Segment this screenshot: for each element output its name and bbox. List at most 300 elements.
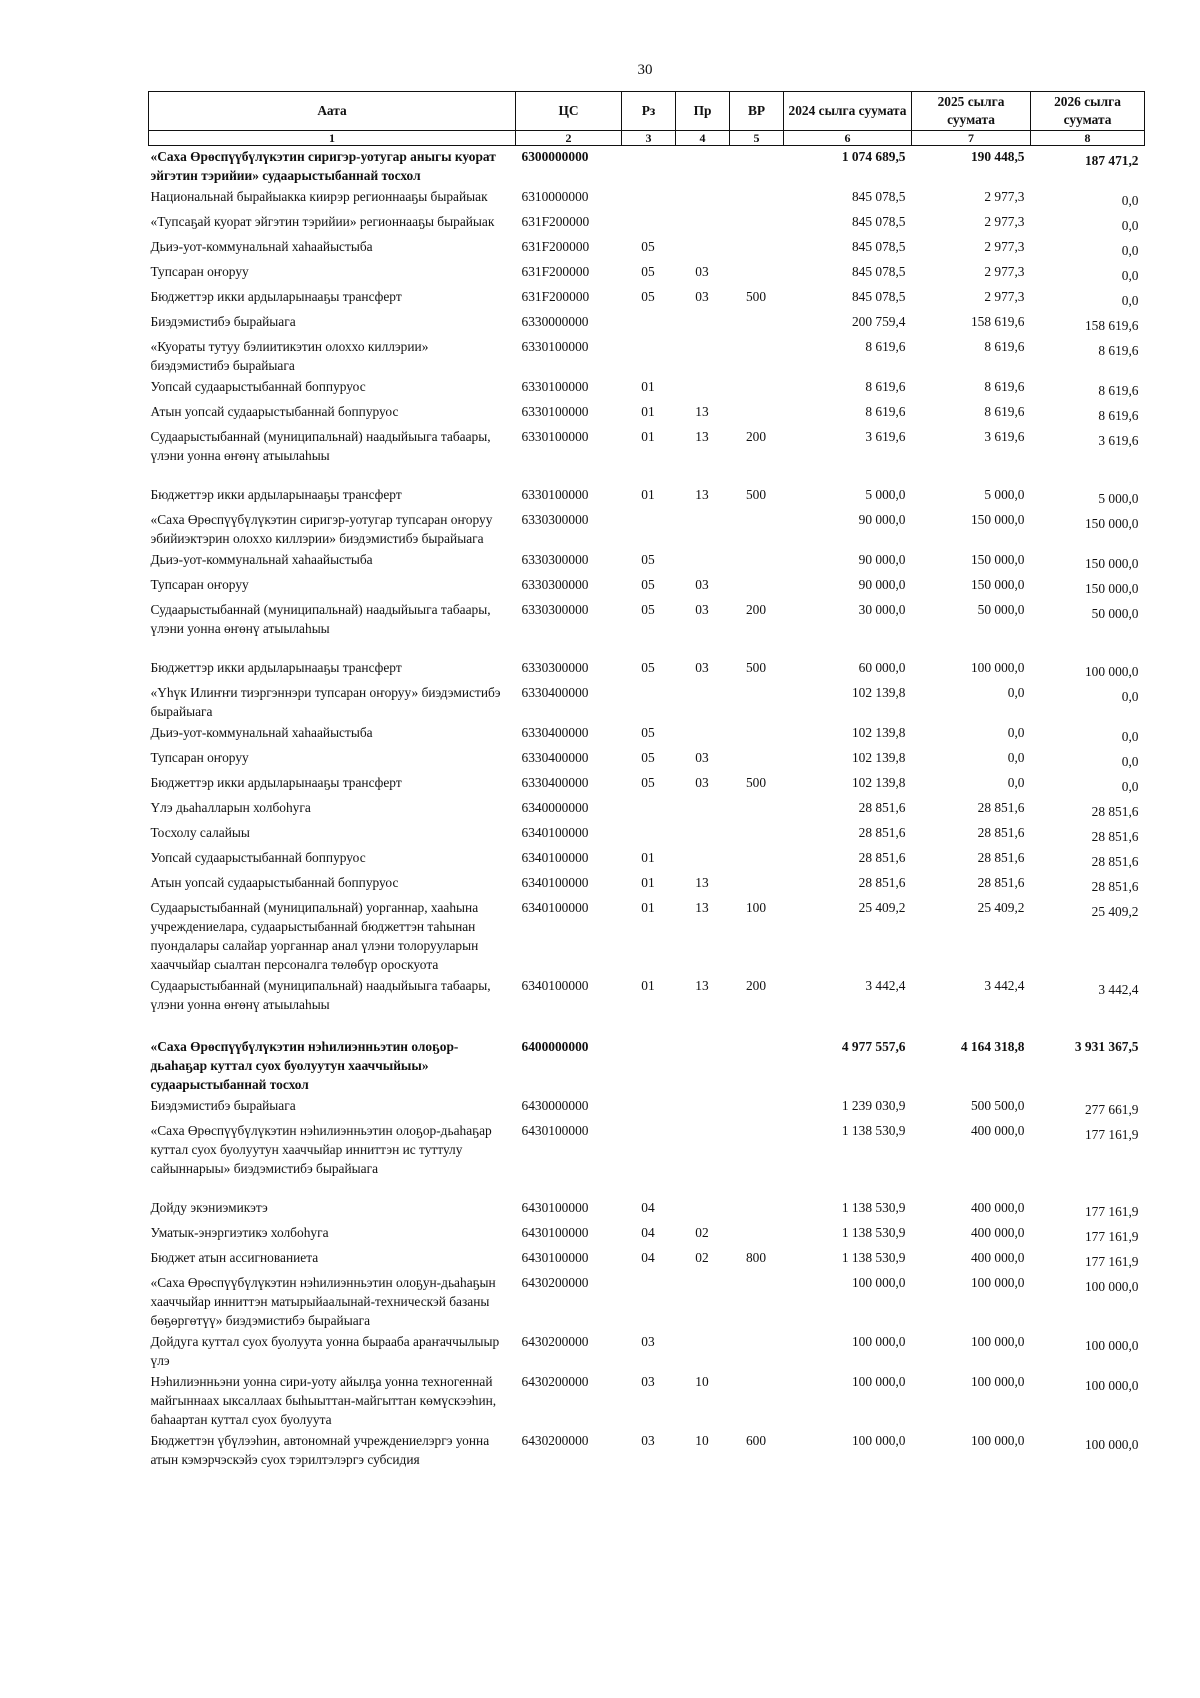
row-amount-2025: 8 619,6 (984, 404, 1025, 419)
row-amount-2024: 100 000,0 (851, 1374, 906, 1389)
row-cs-code: 6310000000 (521, 189, 589, 204)
row-amount-2024: 1 138 530,9 (841, 1225, 906, 1240)
row-rz-code: 05 (641, 577, 655, 592)
row-name: Уопсай судаарыстыбаннай боппуруос (150, 379, 366, 394)
row-vr-code (730, 872, 784, 897)
row-amount-2026: 28 851,6 (1091, 879, 1139, 894)
row-name: Судаарыстыбаннай (муниципальнай) наадыйыыга табаары, үлэни уонна өҥөнү атыылаһыы (150, 429, 491, 463)
row-cs-code: 6330100000 (521, 404, 589, 419)
row-amount-2026: 28 851,6 (1091, 829, 1139, 844)
row-amount-2026: 0,0 (1121, 293, 1139, 308)
row-amount-2025: 158 619,6 (970, 314, 1025, 329)
row-cs-code: 6330300000 (521, 660, 589, 675)
row-rz-code (622, 186, 676, 211)
row-rz-code (622, 1120, 676, 1197)
table-body (149, 146, 1145, 1471)
row-rz-code: 01 (641, 875, 655, 890)
row-pr-code (676, 822, 730, 847)
row-name: Атын уопсай судаарыстыбаннай боппуруос (150, 875, 399, 890)
table-row (149, 376, 1145, 401)
row-pr-code (676, 1015, 730, 1095)
table-row (149, 236, 1145, 261)
column-number: 3 (622, 131, 676, 146)
row-pr-code (676, 549, 730, 574)
row-name: Судаарыстыбаннай (муниципальнай) наадыйыыга табаары, үлэни уонна өҥөнү атыылаһыы (150, 602, 491, 636)
row-pr-code: 02 (695, 1250, 709, 1265)
row-rz-code: 05 (641, 239, 655, 254)
row-amount-2024: 90 000,0 (858, 512, 906, 527)
row-pr-code: 02 (695, 1225, 709, 1240)
row-rz-code: 01 (641, 900, 655, 915)
row-vr-code (730, 186, 784, 211)
row-amount-2025: 0,0 (1007, 685, 1025, 700)
row-amount-2024: 845 078,5 (851, 289, 906, 304)
row-amount-2026: 0,0 (1121, 243, 1139, 258)
row-amount-2026: 100 000,0 (1084, 664, 1139, 679)
row-rz-code: 05 (641, 660, 655, 675)
row-amount-2024: 28 851,6 (858, 875, 906, 890)
row-cs-code: 6330100000 (521, 339, 589, 354)
column-number: 5 (730, 131, 784, 146)
row-cs-code: 6430100000 (521, 1123, 589, 1138)
row-vr-code (730, 336, 784, 376)
row-rz-code: 01 (641, 850, 655, 865)
row-pr-code: 03 (695, 775, 709, 790)
row-cs-code: 6430100000 (521, 1200, 589, 1215)
row-name: Тупсаран оҥоруу (150, 264, 249, 279)
row-vr-code (730, 722, 784, 747)
row-pr-code (676, 1120, 730, 1197)
row-name: Бюджеттэр икки ардыларынааҕы трансферт (150, 487, 402, 502)
table-row (149, 1197, 1145, 1222)
row-vr-code (730, 1272, 784, 1331)
row-amount-2024: 100 000,0 (851, 1334, 906, 1349)
row-vr-code (730, 509, 784, 549)
row-amount-2025: 25 409,2 (977, 900, 1025, 915)
table-row (149, 847, 1145, 872)
column-number: 1 (149, 131, 516, 146)
column-number: 7 (912, 131, 1031, 146)
table-row (149, 747, 1145, 772)
row-amount-2024: 8 619,6 (865, 379, 906, 394)
row-pr-code: 03 (695, 660, 709, 675)
row-name: Дьиэ-уот-коммунальнай хаһаайыстыба (150, 725, 373, 740)
row-pr-code: 10 (695, 1374, 709, 1389)
row-amount-2024: 90 000,0 (858, 552, 906, 567)
row-name: Дьиэ-уот-коммунальнай хаһаайыстыба (150, 552, 373, 567)
row-name: Бюджет атын ассигнованиета (150, 1250, 319, 1265)
row-pr-code (676, 211, 730, 236)
row-vr-code (730, 146, 784, 187)
row-amount-2026: 8 619,6 (1098, 383, 1139, 398)
row-cs-code: 6430200000 (521, 1334, 589, 1349)
row-cs-code: 6340000000 (521, 800, 589, 815)
row-vr-code: 200 (745, 602, 767, 617)
row-cs-code: 6330300000 (521, 512, 589, 527)
row-cs-code: 6340100000 (521, 875, 589, 890)
row-rz-code: 05 (641, 602, 655, 617)
row-pr-code (676, 509, 730, 549)
table-row (149, 186, 1145, 211)
page-number: 30 (637, 62, 653, 78)
row-amount-2025: 500 500,0 (970, 1098, 1025, 1113)
table-header-row (149, 92, 1145, 131)
row-amount-2026: 50 000,0 (1091, 606, 1139, 621)
row-pr-code (676, 311, 730, 336)
row-rz-code (622, 822, 676, 847)
table-row (149, 1430, 1145, 1470)
row-name: Судаарыстыбаннай (муниципальнай) наадыйыыга табаары, үлэни уонна өҥөнү атыылаһыы (150, 978, 491, 1012)
row-name: Бюджеттэр икки ардыларынааҕы трансферт (150, 289, 402, 304)
row-name: Бюджеттэн үбүлээһин, автономнай учреждениелэргэ уонна атын кэмэрчэскэйэ суох тэрилтэлэргэ субсидия (150, 1433, 490, 1467)
row-rz-code (622, 1095, 676, 1120)
row-amount-2026: 0,0 (1121, 779, 1139, 794)
row-amount-2025: 400 000,0 (970, 1123, 1025, 1138)
row-rz-code: 03 (641, 1334, 655, 1349)
row-amount-2024: 28 851,6 (858, 850, 906, 865)
row-rz-code: 04 (641, 1200, 655, 1215)
row-cs-code: 6330400000 (521, 725, 589, 740)
row-pr-code (676, 797, 730, 822)
row-vr-code (730, 847, 784, 872)
row-amount-2025: 4 164 318,8 (960, 1039, 1025, 1054)
table-row (149, 509, 1145, 549)
row-rz-code: 03 (641, 1374, 655, 1389)
row-amount-2025: 100 000,0 (970, 1433, 1025, 1448)
row-amount-2024: 1 138 530,9 (841, 1123, 906, 1138)
row-amount-2025: 150 000,0 (970, 512, 1025, 527)
header-2024: 2024 сылга суумата (784, 92, 912, 131)
column-number-row (149, 131, 1145, 146)
row-amount-2024: 845 078,5 (851, 264, 906, 279)
row-amount-2025: 50 000,0 (977, 602, 1025, 617)
header-pr: Пр (676, 92, 730, 131)
row-vr-code (730, 1015, 784, 1095)
row-pr-code: 13 (695, 978, 709, 993)
row-rz-code: 03 (641, 1433, 655, 1448)
row-cs-code: 6330400000 (521, 685, 589, 700)
row-amount-2026: 100 000,0 (1084, 1279, 1139, 1294)
row-name: Уматык-энэргиэтикэ холбоһуга (150, 1225, 329, 1240)
row-cs-code: 6330300000 (521, 552, 589, 567)
row-amount-2024: 28 851,6 (858, 800, 906, 815)
row-name: «Саха Өрөспүүбүлүкэтин сиригэр-уотугар тупсаран оҥоруу эбийиэктэрин олоххо киллэрии» биэдэмистибэ бырайыага (150, 512, 493, 546)
row-amount-2024: 100 000,0 (851, 1275, 906, 1290)
header-vr: ВР (730, 92, 784, 131)
row-vr-code (730, 747, 784, 772)
row-amount-2024: 3 442,4 (865, 978, 906, 993)
table-row (149, 722, 1145, 747)
row-amount-2026: 25 409,2 (1091, 904, 1139, 919)
row-name: Атын уопсай судаарыстыбаннай боппуруос (150, 404, 399, 419)
row-amount-2024: 3 619,6 (865, 429, 906, 444)
row-amount-2026: 8 619,6 (1098, 408, 1139, 423)
row-cs-code: 6330400000 (521, 775, 589, 790)
row-rz-code (622, 211, 676, 236)
table-row (149, 1247, 1145, 1272)
row-amount-2026: 100 000,0 (1084, 1437, 1139, 1452)
budget-table (148, 91, 1145, 1470)
row-amount-2026: 28 851,6 (1091, 804, 1139, 819)
row-amount-2024: 100 000,0 (851, 1433, 906, 1448)
row-vr-code (730, 1197, 784, 1222)
table-row (149, 772, 1145, 797)
row-amount-2026: 177 161,9 (1084, 1127, 1139, 1142)
row-rz-code: 01 (641, 429, 655, 444)
row-amount-2024: 60 000,0 (858, 660, 906, 675)
row-pr-code (676, 847, 730, 872)
row-vr-code (730, 376, 784, 401)
row-pr-code (676, 1197, 730, 1222)
row-amount-2025: 150 000,0 (970, 552, 1025, 567)
row-vr-code: 800 (745, 1250, 767, 1265)
table-row (149, 822, 1145, 847)
row-pr-code (676, 1331, 730, 1371)
row-rz-code (622, 311, 676, 336)
row-name: Дойду экэниэмикэтэ (150, 1200, 268, 1215)
row-amount-2024: 90 000,0 (858, 577, 906, 592)
row-rz-code: 01 (641, 978, 655, 993)
row-rz-code (622, 336, 676, 376)
row-pr-code: 13 (695, 404, 709, 419)
row-cs-code: 6330000000 (521, 314, 589, 329)
row-vr-code: 500 (745, 487, 767, 502)
table-row (149, 872, 1145, 897)
row-name: Дьиэ-уот-коммунальнай хаһаайыстыба (150, 239, 373, 254)
header-2026: 2026 сылга суумата (1031, 92, 1145, 131)
row-rz-code: 04 (641, 1225, 655, 1240)
row-cs-code: 6430200000 (521, 1374, 589, 1389)
row-cs-code: 6330300000 (521, 602, 589, 617)
row-amount-2025: 100 000,0 (970, 660, 1025, 675)
row-pr-code: 13 (695, 875, 709, 890)
row-cs-code: 6330400000 (521, 750, 589, 765)
row-amount-2025: 2 977,3 (984, 189, 1025, 204)
row-vr-code (730, 797, 784, 822)
row-name: Үлэ дьаһалларын холбоһуга (150, 800, 311, 815)
row-name: Биэдэмистибэ бырайыага (150, 1098, 296, 1113)
table-row (149, 1222, 1145, 1247)
row-rz-code (622, 146, 676, 187)
row-amount-2025: 28 851,6 (977, 850, 1025, 865)
row-rz-code: 01 (641, 404, 655, 419)
column-number: 8 (1031, 131, 1145, 146)
row-vr-code: 600 (745, 1433, 767, 1448)
row-amount-2026: 3 442,4 (1098, 982, 1139, 997)
row-cs-code: 6340100000 (521, 978, 589, 993)
row-vr-code (730, 236, 784, 261)
row-amount-2026: 0,0 (1121, 689, 1139, 704)
row-rz-code: 01 (641, 487, 655, 502)
row-amount-2024: 102 139,8 (851, 750, 906, 765)
row-rz-code (622, 797, 676, 822)
row-amount-2026: 0,0 (1121, 268, 1139, 283)
row-amount-2025: 150 000,0 (970, 577, 1025, 592)
row-amount-2024: 4 977 557,6 (841, 1039, 906, 1054)
table-row (149, 1095, 1145, 1120)
row-vr-code: 100 (745, 900, 767, 915)
row-vr-code (730, 1095, 784, 1120)
row-amount-2024: 5 000,0 (865, 487, 906, 502)
row-amount-2024: 1 074 689,5 (841, 149, 906, 164)
table-row (149, 897, 1145, 975)
row-pr-code: 03 (695, 289, 709, 304)
table-row (149, 682, 1145, 722)
row-name: Уопсай судаарыстыбаннай боппуруос (150, 850, 366, 865)
row-cs-code: 6430000000 (521, 1098, 589, 1113)
row-vr-code: 500 (745, 775, 767, 790)
row-pr-code: 10 (695, 1433, 709, 1448)
row-pr-code (676, 722, 730, 747)
row-amount-2024: 8 619,6 (865, 404, 906, 419)
column-number: 6 (784, 131, 912, 146)
row-pr-code (676, 682, 730, 722)
row-cs-code: 6430100000 (521, 1250, 589, 1265)
row-amount-2026: 158 619,6 (1084, 318, 1139, 333)
row-rz-code: 05 (641, 725, 655, 740)
row-rz-code: 05 (641, 750, 655, 765)
row-amount-2025: 2 977,3 (984, 214, 1025, 229)
row-amount-2024: 845 078,5 (851, 214, 906, 229)
column-number: 2 (516, 131, 622, 146)
row-amount-2025: 8 619,6 (984, 339, 1025, 354)
row-rz-code (622, 1272, 676, 1331)
row-amount-2025: 100 000,0 (970, 1275, 1025, 1290)
row-cs-code: 631F200000 (521, 289, 590, 304)
row-amount-2026: 100 000,0 (1084, 1378, 1139, 1393)
row-amount-2024: 1 138 530,9 (841, 1200, 906, 1215)
row-name: Биэдэмистибэ бырайыага (150, 314, 296, 329)
row-amount-2025: 0,0 (1007, 750, 1025, 765)
table-row (149, 574, 1145, 599)
row-cs-code: 631F200000 (521, 214, 590, 229)
row-amount-2025: 400 000,0 (970, 1250, 1025, 1265)
row-amount-2025: 8 619,6 (984, 379, 1025, 394)
row-amount-2026: 3 931 367,5 (1074, 1039, 1139, 1054)
row-amount-2026: 177 161,9 (1084, 1229, 1139, 1244)
header-2025: 2025 сылга суумата (912, 92, 1031, 131)
row-amount-2025: 2 977,3 (984, 264, 1025, 279)
row-amount-2026: 277 661,9 (1084, 1102, 1139, 1117)
row-rz-code (622, 682, 676, 722)
row-amount-2024: 845 078,5 (851, 239, 906, 254)
row-amount-2026: 100 000,0 (1084, 1338, 1139, 1353)
row-amount-2026: 150 000,0 (1084, 556, 1139, 571)
row-vr-code (730, 261, 784, 286)
row-amount-2024: 102 139,8 (851, 775, 906, 790)
row-name: Тосхолу салайыы (150, 825, 250, 840)
row-amount-2024: 1 138 530,9 (841, 1250, 906, 1265)
row-amount-2026: 0,0 (1121, 729, 1139, 744)
row-vr-code: 200 (745, 429, 767, 444)
table-row (149, 286, 1145, 311)
row-amount-2026: 177 161,9 (1084, 1254, 1139, 1269)
row-cs-code: 6400000000 (521, 1039, 589, 1054)
row-rz-code: 05 (641, 264, 655, 279)
row-amount-2025: 100 000,0 (970, 1374, 1025, 1389)
table-row (149, 211, 1145, 236)
row-vr-code (730, 822, 784, 847)
row-amount-2024: 28 851,6 (858, 825, 906, 840)
table-row (149, 1371, 1145, 1430)
row-rz-code: 05 (641, 289, 655, 304)
header-name: Аата (149, 92, 516, 131)
row-cs-code: 6430200000 (521, 1433, 589, 1448)
row-cs-code: 6430200000 (521, 1275, 589, 1290)
row-cs-code: 6330100000 (521, 379, 589, 394)
table-row (149, 426, 1145, 484)
row-rz-code: 05 (641, 775, 655, 790)
row-amount-2025: 28 851,6 (977, 875, 1025, 890)
row-amount-2024: 1 239 030,9 (841, 1098, 906, 1113)
row-amount-2026: 150 000,0 (1084, 516, 1139, 531)
row-vr-code (730, 1371, 784, 1430)
table-row (149, 1272, 1145, 1331)
row-amount-2025: 190 448,5 (970, 149, 1025, 164)
row-cs-code: 631F200000 (521, 239, 590, 254)
header-cs: ЦС (516, 92, 622, 131)
row-rz-code (622, 1015, 676, 1095)
row-amount-2025: 2 977,3 (984, 289, 1025, 304)
row-pr-code (676, 376, 730, 401)
row-name: «Саха Өрөспүүбүлүкэтин нэһилиэнньэтин олоҕун-дьаһаҕын хааччыйар инниттэн матырыйаалынай-техническэй базаны бөҕөргөтүү» биэдэмистибэ бырайыага (150, 1275, 496, 1328)
row-cs-code: 6330300000 (521, 577, 589, 592)
table-row (149, 261, 1145, 286)
row-cs-code: 6300000000 (521, 149, 589, 164)
table-row (149, 311, 1145, 336)
row-rz-code (622, 509, 676, 549)
row-amount-2026: 177 161,9 (1084, 1204, 1139, 1219)
row-amount-2025: 0,0 (1007, 725, 1025, 740)
table-row (149, 1015, 1145, 1095)
row-name: Бюджеттэр икки ардыларынааҕы трансферт (150, 660, 402, 675)
table-row (149, 657, 1145, 682)
row-amount-2026: 187 471,2 (1084, 153, 1139, 168)
table-row (149, 336, 1145, 376)
row-pr-code: 13 (695, 429, 709, 444)
row-vr-code (730, 1120, 784, 1197)
row-pr-code (676, 1095, 730, 1120)
table-row (149, 401, 1145, 426)
row-cs-code: 6340100000 (521, 900, 589, 915)
row-amount-2024: 200 759,4 (851, 314, 906, 329)
row-pr-code (676, 236, 730, 261)
column-number: 4 (676, 131, 730, 146)
table-row (149, 484, 1145, 509)
row-cs-code: 6330100000 (521, 429, 589, 444)
table-row (149, 975, 1145, 1015)
header-rz: Рз (622, 92, 676, 131)
row-pr-code: 13 (695, 487, 709, 502)
row-name: «Саха Өрөспүүбүлүкэтин нэһилиэнньэтин олоҕор-дьаһаҕар куттал суох буолуутун хааччыйар инниттэн ис туттулу сайыннарыы» биэдэмистибэ бырайыага (150, 1123, 492, 1176)
table-row (149, 549, 1145, 574)
row-rz-code: 04 (641, 1250, 655, 1265)
row-amount-2025: 400 000,0 (970, 1225, 1025, 1240)
row-vr-code (730, 1222, 784, 1247)
table-row (149, 146, 1145, 187)
row-pr-code: 03 (695, 264, 709, 279)
table-row (149, 599, 1145, 657)
row-amount-2025: 100 000,0 (970, 1334, 1025, 1349)
row-rz-code: 01 (641, 379, 655, 394)
row-vr-code (730, 211, 784, 236)
row-vr-code (730, 401, 784, 426)
table-row (149, 797, 1145, 822)
row-amount-2025: 400 000,0 (970, 1200, 1025, 1215)
row-name: Тупсаран оҥоруу (150, 577, 249, 592)
row-pr-code: 03 (695, 577, 709, 592)
row-amount-2026: 8 619,6 (1098, 343, 1139, 358)
